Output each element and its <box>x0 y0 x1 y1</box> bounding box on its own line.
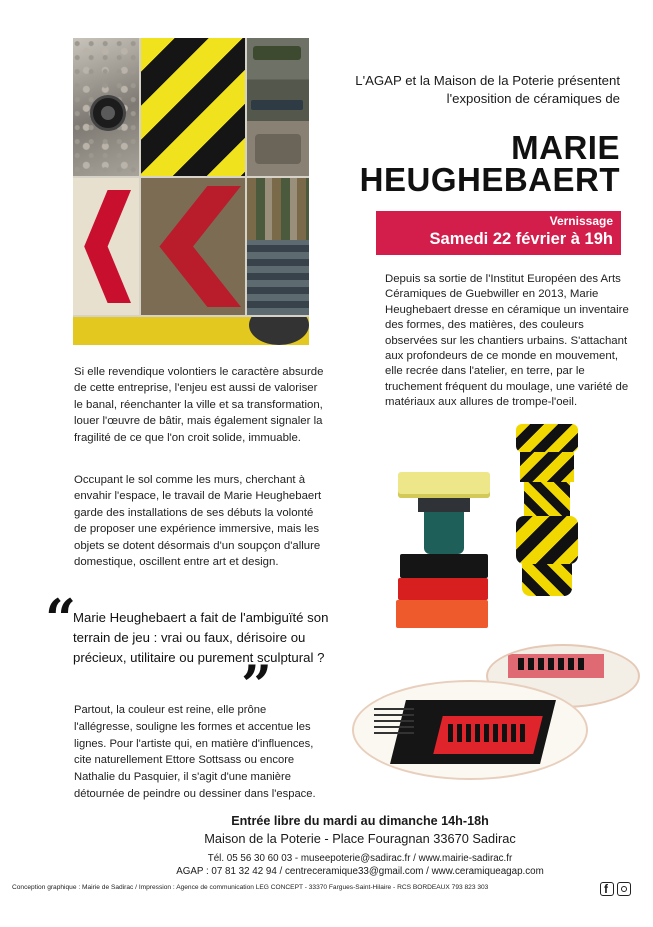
red-chevron-tile-right <box>141 178 245 315</box>
contact-line-1: Tél. 05 56 30 60 03 - museepoterie@sadirac.fr / www.mairie-sadirac.fr <box>207 853 513 864</box>
hazard-stripe-tile <box>141 38 245 176</box>
drain-grate-icon <box>90 95 126 131</box>
intro-line-2: l'exposition de céramiques de <box>446 91 620 106</box>
pull-quote-text: Marie Heughebaert a fait de l'ambiguïté son terrain de jeu : vrai ou faux, dérisoire ou précieux, utilitaire ou purement sculptural ? <box>73 610 329 665</box>
left-paragraph-1: Si elle revendique volontiers le caractère absurde de cette entreprise, l'enjeu est aussi de valoriser le banal, réenchanter la ville et sa transformation, louer l'œuvre de bâtir, mais également signaler la fragilité de ce que l'on croit solide, immuable. <box>74 366 324 444</box>
hazard-column-sculpture-image <box>516 424 578 596</box>
left-paragraph-2: Occupant le sol comme les murs, cherchant à envahir l'espace, le travail de Marie Heughebaert garde des installations de ses débuts la volonté de proposer une expérience immersive, mais les objets se dotent désormais d'un soupçon d'allure domestique, oscillent entre art et design. <box>74 474 322 569</box>
instagram-icon[interactable] <box>617 882 631 896</box>
vernissage-banner <box>376 211 621 255</box>
left-paragraph-3: Partout, la couleur est reine, elle prône l'allégresse, souligne les formes et accentue les lignes. Pour l'artiste qui, en matière d'influences, cite naturellement Ettore Sottsass ou encore Nathalie du Pasquier, il s'agit d'une manière détournée de peindre ou dessiner dans l'espace. <box>74 704 316 800</box>
facebook-icon[interactable]: f <box>600 882 614 896</box>
close-quote-icon: ” <box>241 653 273 717</box>
open-quote-icon: “ <box>45 587 77 651</box>
ceramic-stack-sculpture-image <box>396 472 492 628</box>
vernissage-label: Vernissage <box>549 214 613 228</box>
ceramic-plates-image <box>352 640 640 780</box>
mosaic-tile <box>247 178 309 315</box>
venue-address: Maison de la Poterie - Place Fouragnan 33670 Sadirac <box>204 831 516 846</box>
stone-tile <box>247 38 309 176</box>
yellow-strip-tile <box>73 317 309 345</box>
opening-hours: Entrée libre du mardi au dimanche 14h-18h <box>231 814 489 828</box>
exhibition-intro <box>320 72 620 108</box>
intro-line-1: L'AGAP et la Maison de la Poterie présentent <box>355 73 620 88</box>
ceramic-collage-image <box>73 38 309 345</box>
artist-name <box>359 129 620 198</box>
design-credits: Conception graphique : Mairie de Sadirac / Impression : Agence de communication LEG CONCEPT - 33370 Fargues-Saint-Hilaire - RCS BORDEAUX 793 823 303 <box>12 884 489 891</box>
red-chevron-tile-left <box>73 178 139 315</box>
vernissage-date: Samedi 22 février à 19h <box>429 230 613 248</box>
artist-first-name: MARIE <box>511 129 620 166</box>
terrazzo-tile <box>73 38 139 176</box>
artist-last-name: HEUGHEBAERT <box>359 161 620 198</box>
artist-bio-paragraph: Depuis sa sortie de l'Institut Européen des Arts Céramiques de Guebwiller en 2013, Marie Heughebaert dresse en céramique un inventaire des formes, des matières, des couleurs observées sur les chantiers urbains. S'attachant aux profondeurs de ce monde en mouvement, elle recrée dans l'atelier, en terre, par le truchement fréquent du moulage, une variété de matériaux aux allures de trompe-l'oeil. <box>385 273 629 409</box>
contact-line-2: AGAP : 07 81 32 42 94 / centreceramique33@gmail.com / www.ceramiqueagap.com <box>176 866 544 877</box>
